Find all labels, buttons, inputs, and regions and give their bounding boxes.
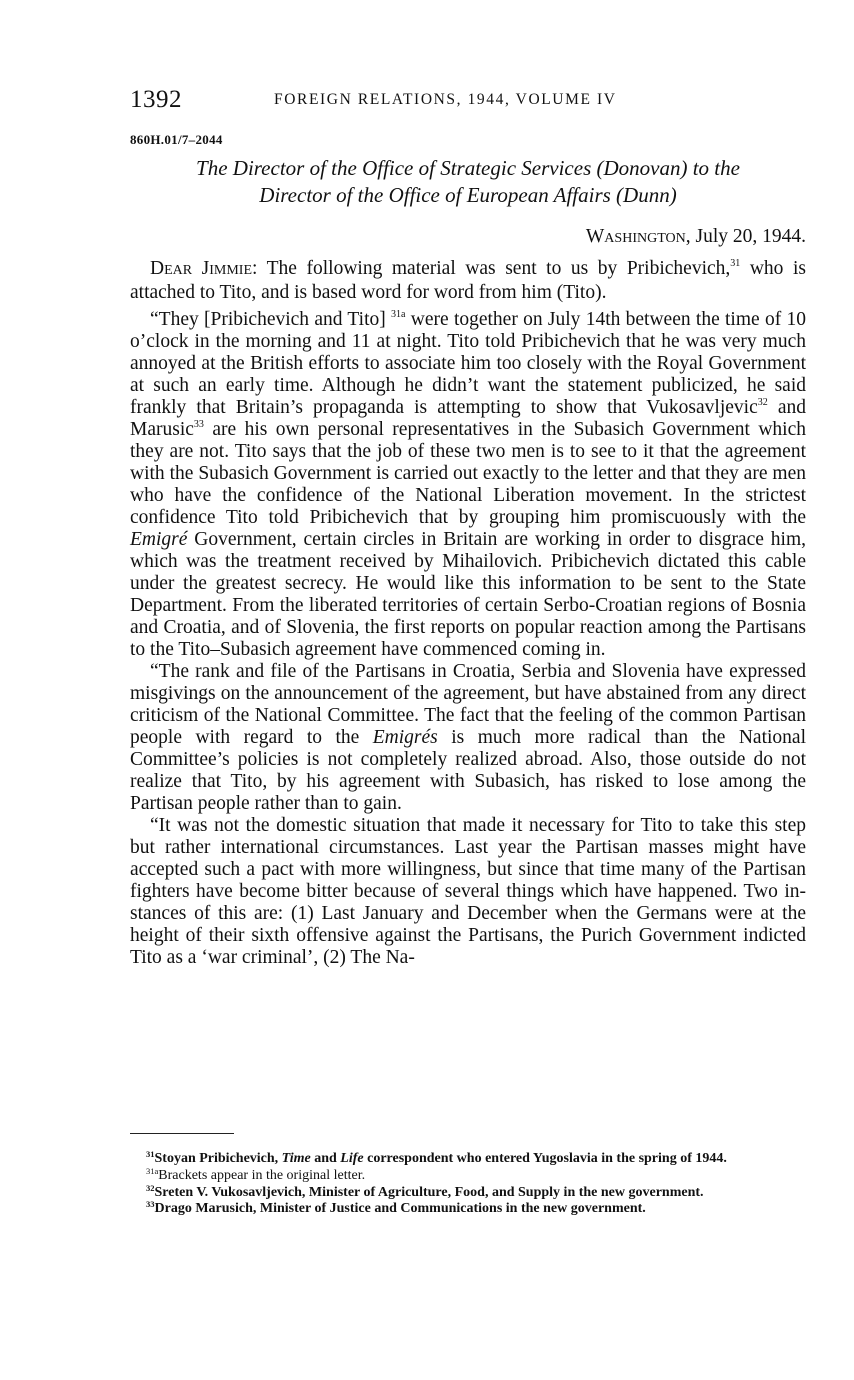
salutation: Dear Jimmie: [150, 258, 252, 279]
paragraph-text: are his own personal representatives in the Subasich Government which they are not. Tito says that the job of these two men is to see to it that the agreement with the Subasich Government is carried out exactly to the letter and that they are men who have the confidence of the National Liberation movement. In the strictest confidence Tito told Pribichevich that by grouping him promiscuously with the: [130, 419, 806, 528]
footnote-text: Drago Marusich, Minister of Justice and Communications in the new government.: [154, 1201, 646, 1217]
dateline-date: , July 20, 1944.: [685, 226, 806, 247]
document-title: [130, 155, 806, 209]
footnotes: [130, 1151, 806, 1218]
page-header: [130, 86, 806, 116]
paragraph-rank-and-file: [130, 661, 806, 815]
footnote-32: [130, 1182, 806, 1202]
footnote-31: [130, 1151, 806, 1168]
dateline: [586, 226, 806, 248]
footnote-mark: 33: [146, 1199, 155, 1210]
footnote-33: [130, 1201, 806, 1218]
file-number: 860H.01/7–2044: [130, 132, 223, 147]
paragraph-text: “They [Pribichevich and Tito]: [150, 309, 392, 330]
paragraph-text: “The rank and file of the Partisans in Croatia, Serbia and Slovenia have expressed misgivings on the announcement of the agreement, but have abstained from any direct criticism of the National Committee. The fact that the feeling of the common Partisan people with regard to the: [130, 661, 806, 748]
footnote-mark: 32: [146, 1182, 155, 1193]
footnote-mark: 31: [146, 1149, 155, 1159]
paragraph-text: who is attached to Tito, and is based word for word from him (Tito).: [130, 258, 806, 303]
paragraph-text: : The following material was sent to us by Pribichevich,: [252, 258, 731, 279]
footnote-ref-32[interactable]: 32: [757, 397, 768, 408]
footnote-ref-31a[interactable]: 31a: [391, 309, 406, 320]
footnote-ref-31[interactable]: 31: [730, 258, 741, 269]
letter-body: [130, 257, 806, 969]
footnote-mark: 31a: [146, 1165, 159, 1176]
footnote-italic: Time: [281, 1151, 311, 1166]
footnote-text: Brackets appear in the original letter.: [158, 1167, 366, 1183]
paragraph-text: were together on July 14th between the time of 10 o’clock in the morning and 11 at night. Tito told Pribichevich that he was very much annoyed at the British efforts to associate him too closely with the Royal Government at such an early time. Although he didn’t want the statement publicized, he said frankly that Britain’s propaganda is attempting to show that Vukosavljevic: [130, 309, 806, 418]
running-head: FOREIGN RELATIONS, 1944, VOLUME IV: [274, 91, 617, 108]
footnote-text: Stoyan Pribichevich,: [154, 1151, 282, 1166]
footnote-italic: Life: [340, 1151, 364, 1166]
document-title-line-2: Director of the Office of European Affairs (Dunn): [259, 183, 677, 207]
paragraph-text: is much more radical than the National Committee’s policies is not completely realized abroad. Also, those outside do not realize that Tito, by his agreement with Subasich, has risked to lose among the Partisan people rather than to gain.: [130, 727, 807, 814]
footnote-text: Sreten V. Vukosavljevich, Minister of Agriculture, Food, and Supply in the new government.: [154, 1184, 704, 1200]
italic-term: Emigré: [130, 529, 188, 550]
paragraph-text: and Marusic: [130, 397, 806, 440]
document-title-line-1: The Director of the Office of Strategic Services (Donovan) to the: [196, 156, 740, 180]
italic-term: Emigrés: [372, 727, 438, 748]
page-number: 1392: [130, 86, 182, 113]
footnote-ref-33[interactable]: 33: [193, 419, 204, 430]
paragraph-salutation: [130, 257, 806, 305]
paragraph-text: Government, certain circles in Britain are working in order to disgrace him, which was the treatment received by Mihailovich. Pribichevich dictated this cable under the greatest secrecy. He would like this information to be sent to the State Department. From the liberated territories of certain Serbo-Croatian regions of Bosnia and Croatia, and of Slovenia, the first reports on popular reaction among the Partisans to the Tito–Subasich agreement have commenced coming in.: [130, 529, 806, 660]
footnote-31a: [130, 1165, 806, 1185]
footnote-text: and: [310, 1151, 341, 1166]
footnote-divider: [130, 1133, 234, 1134]
paragraph-meeting: [130, 309, 806, 661]
footnote-text: correspondent who entered Yugoslavia in the spring of 1944.: [363, 1151, 727, 1166]
paragraph-international: “It was not the domestic situation that made it necessary for Tito to take this step but rather international circumstances. Last year the Partisan masses might have accepted such a pact with more willingness, but since that time many of the Partisan fighters have become bitter because of several things which have happened. Two instances of this are: (1) Last January and December when the Germans were at the height of their sixth offensive against the Partisans, the Purich Government indicted Tito as a ‘war criminal’, (2) The Na-: [130, 815, 806, 968]
dateline-place: Washington: [585, 226, 686, 247]
